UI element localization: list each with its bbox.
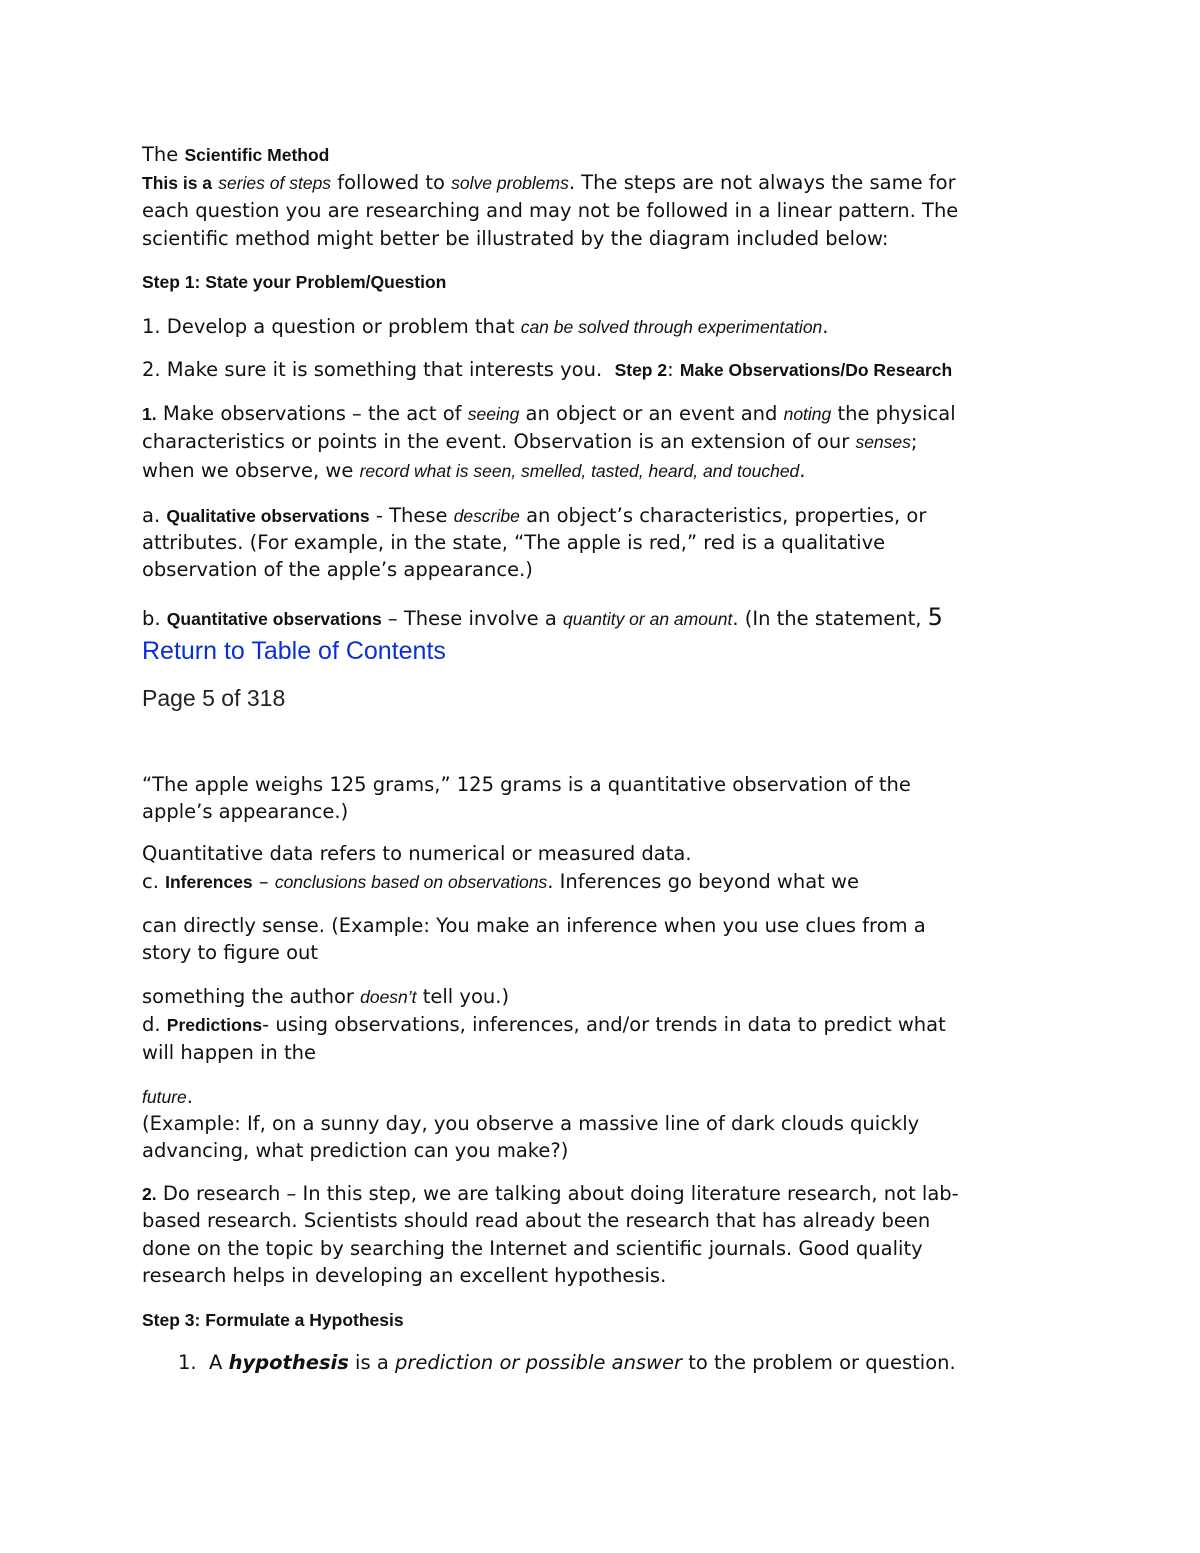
quant-cont-line-1: “The apple weighs 125 grams,” 125 grams is a quantitative observation of the (142, 773, 911, 796)
page-indicator: Page 5 of 318 (142, 685, 286, 711)
observations-line-1: 1. Make observations – the act of seeing an object or an event and noting the physical (142, 402, 956, 425)
step1-heading: Step 1: State your Problem/Question (142, 272, 447, 292)
step2-label: Step 2 (614, 360, 668, 380)
quant-cont-line-2: apple’s appearance.) (142, 800, 349, 823)
research-line-2: based research. Scientists should read about the research that has already been (142, 1209, 931, 1232)
inferences-line-4: something the author doesn’t tell you.) (142, 985, 510, 1008)
step1-item-2: 2. Make sure it is something that interests you. Step 2: Make Observations/Do Research (142, 358, 953, 381)
step3-heading: Step 3: Formulate a Hypothesis (142, 1310, 404, 1330)
predictions-line-4: (Example: If, on a sunny day, you observe a massive line of dark clouds quickly (142, 1112, 920, 1135)
return-link-wrap (142, 635, 446, 669)
research-line-3: done on the topic by searching the Internet and scientific journals. Good quality (142, 1237, 923, 1260)
intro-line-1: This is a series of steps followed to solve problems. The steps are not always the same for (142, 171, 956, 194)
research-line-4: research helps in developing an excellent hypothesis. (142, 1264, 667, 1287)
return-to-toc-link[interactable]: Return to Table of Contents (142, 637, 446, 665)
step3-item-1: 1. A hypothesis is a prediction or possible answer to the problem or question. (178, 1351, 956, 1374)
predictions-line-2: will happen in the (142, 1041, 316, 1064)
intro-line-2: each question you are researching and may not be followed in a linear pattern. The (142, 199, 959, 222)
quantitative-line-1: b. Quantitative observations – These involve a quantity or an amount. (In the statement, 5 (142, 603, 943, 631)
inferences-line-2: can directly sense. (Example: You make an inference when you use clues from a (142, 914, 926, 937)
qualitative-line-1: a. Qualitative observations - These describe an object’s characteristics, properties, or (142, 504, 927, 527)
qualitative-line-3: observation of the apple’s appearance.) (142, 558, 533, 581)
document-title: The Scientific Method (142, 143, 330, 166)
inferences-line-3: story to figure out (142, 941, 319, 964)
predictions-line-3: future. (142, 1085, 193, 1108)
predictions-line-1: d. Predictions- using observations, inferences, and/or trends in data to predict what (142, 1013, 946, 1036)
intro-line-3: scientific method might better be illustrated by the diagram included below: (142, 227, 889, 250)
observations-line-3: when we observe, we record what is seen, smelled, tasted, heard, and touched. (142, 459, 806, 482)
research-line-1: 2. Do research – In this step, we are talking about doing literature research, not lab- (142, 1182, 959, 1205)
inferences-line-1: c. Inferences – conclusions based on observations. Inferences go beyond what we (142, 870, 859, 893)
step1-item-1: 1. Develop a question or problem that can be solved through experimentation. (142, 315, 829, 338)
predictions-line-5: advancing, what prediction can you make?) (142, 1139, 569, 1162)
observations-line-2: characteristics or points in the event. Observation is an extension of our senses; (142, 430, 918, 453)
quant-cont-line-3: Quantitative data refers to numerical or measured data. (142, 842, 692, 865)
step2-heading: Make Observations/Do Research (679, 360, 953, 380)
qualitative-line-2: attributes. (For example, in the state, “The apple is red,” red is a qualitative (142, 531, 886, 554)
